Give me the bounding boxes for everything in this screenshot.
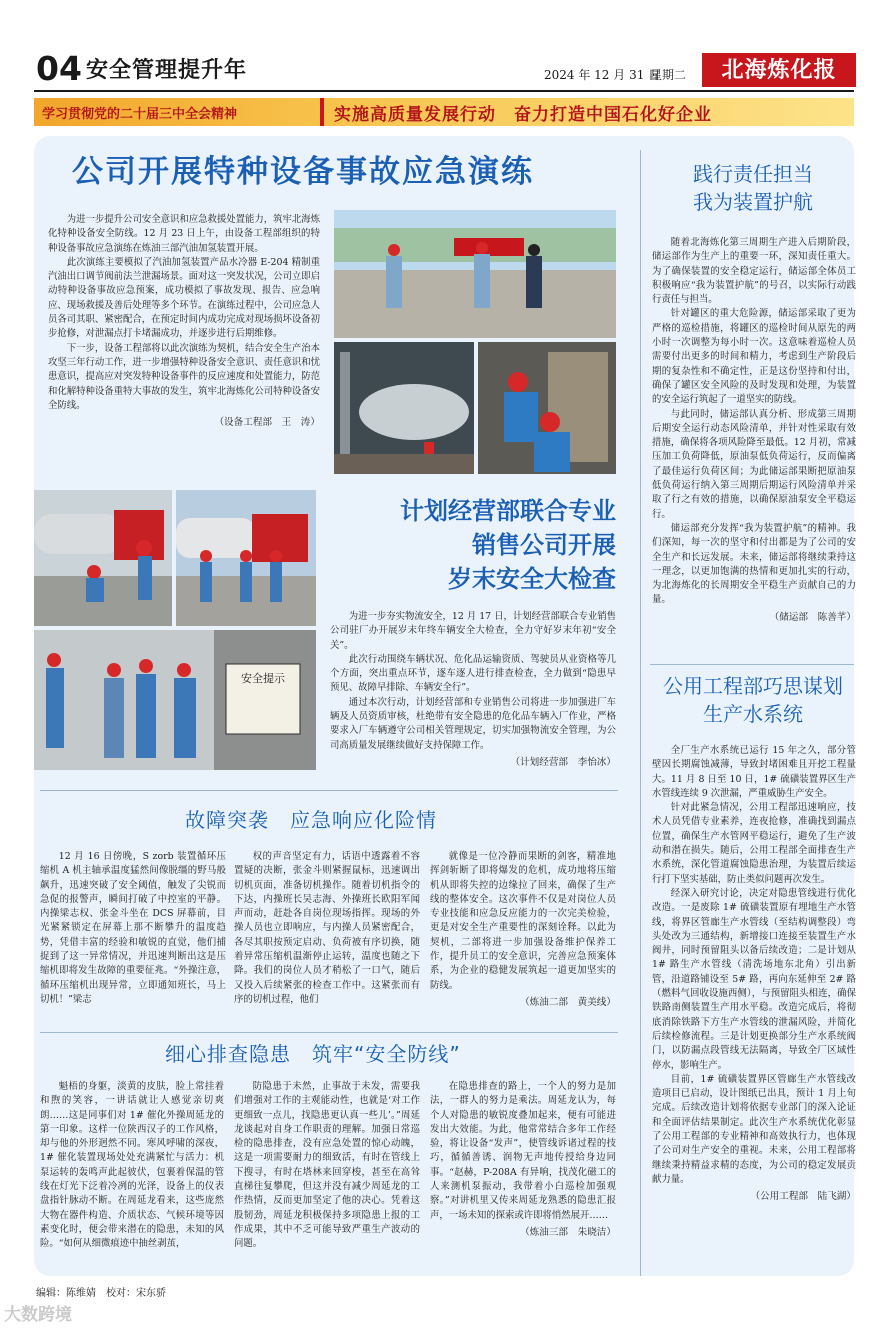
article-inspection-body xyxy=(330,610,616,772)
paragraph: 为进一步夯实物流安全，12 月 17 日，计划经营部联合专业销售公司驻厂办开展岁末年终车辆安全大检查，全力守好岁末年初“安全关”。 xyxy=(330,611,616,651)
photo-inspection-team xyxy=(34,630,316,770)
article-fault-col2 xyxy=(234,850,420,1030)
headline-inspection xyxy=(330,494,616,596)
headline-line: 岁末安全大检查 xyxy=(448,565,616,593)
byline: （设备工程部 王 涛） xyxy=(214,417,320,429)
column-divider xyxy=(640,150,641,1276)
headline-fault: 故障突袭 应急响应化险情 xyxy=(185,808,437,832)
paragraph: 此次行动围绕车辆状况、危化品运输资质、驾驶员从业资格等几个方面，突出重点环节，逐车逐人进行排查检查，全力做到“隐患早预见、故障早排除、车辆安全行”。 xyxy=(330,653,616,694)
safety-sign-text: 安全提示 xyxy=(241,672,285,685)
byline: （炼油二部 黄美线） xyxy=(520,996,616,1008)
headline-storage xyxy=(650,160,856,216)
slogan-left-text: 学习贯彻党的二十届三中全会精神 xyxy=(42,107,238,122)
article-water-body xyxy=(652,744,856,1284)
paragraph: 防隐患于未然，止事故于未发，需要我们增强对工作的主观能动性，也就是‘对工作更细致一点儿，找隐患更认真一些儿’。”周延龙谈起对自身工作职责的理解。加强日常巡检的隐患排查，没有应急处置的惊心动魄，这是一项需要耐力的细致活，有时在管线上下搜寻，有时在塔林来回穿梭，甚至在高耸直梯往复攀爬，但这并没有减少周延龙的工作热情，反而更加坚定了他的决心。凭着这股韧劲，周延龙积极保持多项隐患上报的工作成果，其中不乏可能导致严重生产波动的问题。 xyxy=(234,1081,420,1250)
section-title: 安全管理提升年 xyxy=(86,58,248,83)
paragraph: 全厂生产水系统已运行 15 年之久，部分管壁因长期腐蚀减薄，导致封堵困难且开挖工程量大。11 月 8 日至 10 日，1# 硫磺装置界区生产水管线连续 9 次泄漏，严重威胁生产安全。 xyxy=(652,745,856,799)
paragraph: 12 月 16 日傍晚，S zorb 装置循环压缩机 A 机主轴承温度猛然间像脱缰的野马般飙升，迅速突破了安全阈值，触发了尖锐而急促的报警声，瞬间打破了中控室的平静。内操梁志权、张金斗坐在 DCS 屏幕前，目光紧紧锁定在屏幕上那不断攀升的温度趋势，凭借丰富的经验和敏锐的直觉，他们捕捉到了这一异常情况，并迅速判断出这是压缩机即将发生故障的重要征兆。“外操注意，循环压缩机出现异常，立即通知班长，马上切机！”梁志 xyxy=(40,851,226,1005)
paragraph: 针对此紧急情况，公用工程部迅速响应，技术人员凭借专业素养，连夜抢修，准确找到漏点位置，确保生产水管网平稳运行，避免了生产波动和潜在损失。随后，公用工程部全面排查生产水系统，深化管道腐蚀隐患治理，为装置后续运行打下坚实基础，防止类似问题再次发生。 xyxy=(652,802,856,885)
issue-date: 2024 年 12 月 31 日 xyxy=(544,68,661,82)
section-divider xyxy=(40,790,618,791)
article-hazard-col3 xyxy=(430,1080,616,1280)
paragraph: 下一步，设备工程部将以此次演练为契机，结合安全生产治本攻坚三年行动工作，进一步增强特种设备安全意识、责任意识和忧患意识，提高应对突发特种设备事件的反应速度和处置能力，防范和化解特种设备重特大事故的发生，筑牢北海炼化公司特种设备安全防线。 xyxy=(48,342,320,411)
paragraph: 权的声音坚定有力，话语中透露着不容置疑的决断，张金斗则紧握鼠标，迅速调出切机页面，准备切机操作。随着切机指令的下达，内操班长吴志海、外操班长欧阳军闻声而动，赶赴各自岗位现场指挥。现场的外操人员也立即响应，与内操人员紧密配合，各尽其职按预定启动、负荷被有序切换，随着异常压缩机温渐停止运转，温度也随之下降。我们的岗位人员才稍松了一口气，随后又投入后续紧张的检查工作中。这紧张而有序的切机过程，他们 xyxy=(234,851,420,1005)
headline-line: 生产水系统 xyxy=(703,702,803,726)
paragraph: 通过本次行动，计划经营部和专业销售公司将进一步加强进厂车辆及人员资质审核，杜绝带有安全隐患的危化品车辆入厂作业，严格要求入厂车辆遵守公司相关管理规定，切实加强物流安全管理，为公司高质量发展继续做好支持保障工作。 xyxy=(330,696,616,751)
article-hazard-col1 xyxy=(40,1080,224,1280)
headline-drill: 公司开展特种设备事故应急演练 xyxy=(72,154,534,190)
photo-inspection-truck-1 xyxy=(34,490,172,626)
article-storage-body xyxy=(652,236,856,660)
headline-line: 计划经营部联合专业 xyxy=(400,497,616,525)
editor-credits: 编辑：陈维婧 校对：宋东骄 xyxy=(36,1288,166,1299)
headline-water xyxy=(650,672,856,728)
paragraph: 为进一步提升公司安全意识和应急救援处置能力，筑牢北海炼化特种设备安全防线。12 月 23 日上午，由设备工程部组织的特种设备事故应急演练在炼油三部汽油加氢装置开展。 xyxy=(48,214,320,254)
paragraph: 经深入研究讨论，决定对隐患管线进行优化改造。一是废除 1# 硫磺装置原有埋地生产水管线，将界区管廊生产水管线（至结构调整段）弯头处改为三通结构，新增接口连接至装置生产水阀井，同时预留阻头以备后续改造；二是计划从 1# 路生产水管线（清洗场地东北角）引出新管，沿道路铺设至 5# 路，再向东延伸至 2# 路（燃料气回收设施西侧），与预留阻头相连，确保铁路南侧装置生产用水平稳。改造完成后，将彻底消除铁路下方生产水管线的泄漏风险，并简化后续检修流程。三是计划更换部分生产水系统阀门，以防漏点段管线无法隔离，导致全厂区域性停水，影响生产。 xyxy=(652,887,856,1071)
paragraph: 此次演练主要模拟了汽油加氢装置产品水冷器 E-204 精制重汽油出口调节阀前法兰泄漏场景。面对这一突发状况，公司立即启动特种设备事故应急预案，成功模拟了事故发现、报告、应急响应、现场救援及善后处理等多个环节。在演练过程中，公司应急人员各司其职、紧密配合，在预定时间内成功完成对现场损坏设备初步抢修，对泄漏点打卡堵漏成功，并逐步进行后期维修。 xyxy=(48,256,320,340)
photo-drill-spray xyxy=(334,342,474,474)
headline-line: 公用工程部巧思谋划 xyxy=(663,674,843,698)
byline: （炼油三部 朱晓洁） xyxy=(520,1226,616,1238)
sidebar-divider xyxy=(650,664,854,665)
byline: （公用工程部 陆飞湖） xyxy=(750,1191,856,1203)
article-drill-body xyxy=(48,213,320,459)
article-fault-col3 xyxy=(430,850,616,1030)
masthead-divider xyxy=(34,90,854,92)
page-number: 04 xyxy=(36,49,82,88)
paragraph: 在隐患排查的路上，一个人的努力是加法，一群人的努力是乘法。周延龙认为，每个人对隐患的敏锐度叠加起来，便有可能进发出大效能。为此，他常常结合多年工作经验，将让设备“发声”，使管线诉诸过程的技巧，循循善诱、润物无声地传授给身边同事。“赵赫，P-208A 有异响，找茂化磁工的人来测机泵振动，我带着小白巡检加强观察。”对讲机里又传来周延龙熟悉的隐患汇报声，一场未知的探索或许即将悄然展开…… xyxy=(430,1081,616,1221)
byline: （储运部 陈善芊） xyxy=(769,611,856,623)
paragraph: 针对罐区的重大危险源，储运部采取了更为严格的巡检措施，将罐区的巡检时间从原先的两小时一次调整为每小时一次。这意味着巡检人员需要付出更多的时间和精力，考虑到生产阶段后期的复杂性和不确定性，正是这份坚持和付出，确保了罐区安全风险的及时发现和处理，为装置的安全运行筑起了一道坚实的防线。 xyxy=(652,308,856,406)
photo-drill-group xyxy=(334,210,616,338)
photo-inspection-truck-2 xyxy=(176,490,316,626)
paragraph: 目前，1# 硫磺装置界区管廊生产水管线改造项目已启动，设计图纸已出具，预计 1 月上旬完成。后续改造计划将依据专业部门的深入论证和全面评估结果制定。此次生产水系统优化彰显了公用工程部的专业精神和高效执行力，也体现了公司对生产安全的重视。未来，公用工程部将继续秉持精益求精的态度，为公司的稳定发展贡献力量。 xyxy=(652,1073,856,1185)
section-divider xyxy=(40,1032,618,1033)
slogan-separator xyxy=(320,98,324,126)
paragraph: 与此同时，储运部认真分析、形成第三周期后期安全运行动态风险清单，并针对性采取有效措施，确保将各项风险降至最低。12 月初，常减压加工负荷降低，原油泵低负荷运行，反而偏离了最佳运行负荷区间；为此储运部果断把原油泵低负荷运行纳入第三周期后期运行风险清单并采取了行之有效的措施，以确保原油泵安全平稳运行。 xyxy=(652,408,856,520)
paragraph: 随着北海炼化第三周期生产进入后期阶段，储运部作为生产上的重要一环，深知责任重大。为了确保装置的安全稳定运行，储运部全体员工积极响应“我为装置护航”的号召，以实际行动践行责任与担当。 xyxy=(652,237,856,306)
paragraph: 就像是一位冷静而果断的剑客，精准地挥剑斩断了即将爆发的危机，成功地将压缩机从即将失控的边缘拉了回来，确保了生产线的整体安全。这次事件不仅是对岗位人员专业技能和应急反应能力的一次完美检验，更是对安全生产重要性的深刻诠释。以此为契机，二部将进一步加强设备维护保养工作，提升员工的安全意识，完善应急预案体系，为企业的稳健发展筑起一道更加坚实的防线。 xyxy=(430,851,616,991)
headline-hazard: 细心排查隐患 筑牢“安全防线” xyxy=(165,1042,461,1066)
photo-drill-repair xyxy=(478,342,616,474)
byline: （计划经营部 李怡冰） xyxy=(510,756,616,768)
headline-line: 践行责任担当 xyxy=(693,162,813,186)
paragraph: 储运部充分发挥“我为装置护航”的精神。我们深知，每一次的坚守和付出都是为了公司的安全生产和长远发展。未来，储运部将继续秉持这一理念，以更加饱满的热情和更加扎实的行动，为北海炼化的长周期安全平稳生产贡献自己的力量。 xyxy=(652,522,856,606)
article-fault-col1 xyxy=(40,850,226,1030)
headline-line: 我为装置护航 xyxy=(693,190,813,214)
paragraph: 魁梧的身躯，淡黄的皮肤，脸上常挂着和煦的笑容，一讲话就让人感觉亲切爽朗……这是同事们对 1# 催化外操周延龙的第一印象。这样一位陕西汉子的工作风格，却与他的外形迥然不同。寒风呼啸的深夜，1# 催化装置现场处处充满紧忙与活力：机泵运转的轰鸣声此起彼伏，包裹着保温的管线在灯光下泛着冷冽的光泽，设备上的仪表盘指针脉动不断。在周延龙看来，这些庞然大物在器件构造、介质状态、气候环境等因素变化时，便会带来潜在的隐患，未知的风险。“如何从细微痕迹中抽丝剥茧， xyxy=(40,1081,224,1250)
paper-name-logo: 北海炼化报 xyxy=(702,53,856,87)
issue-weekday: 星期二 xyxy=(650,68,687,82)
article-hazard-col2 xyxy=(234,1080,420,1280)
headline-line: 销售公司开展 xyxy=(472,531,616,559)
watermark: 大数跨境 xyxy=(4,1305,72,1325)
slogan-right-text: 实施高质量发展行动 奋力打造中国石化好企业 xyxy=(334,105,712,125)
